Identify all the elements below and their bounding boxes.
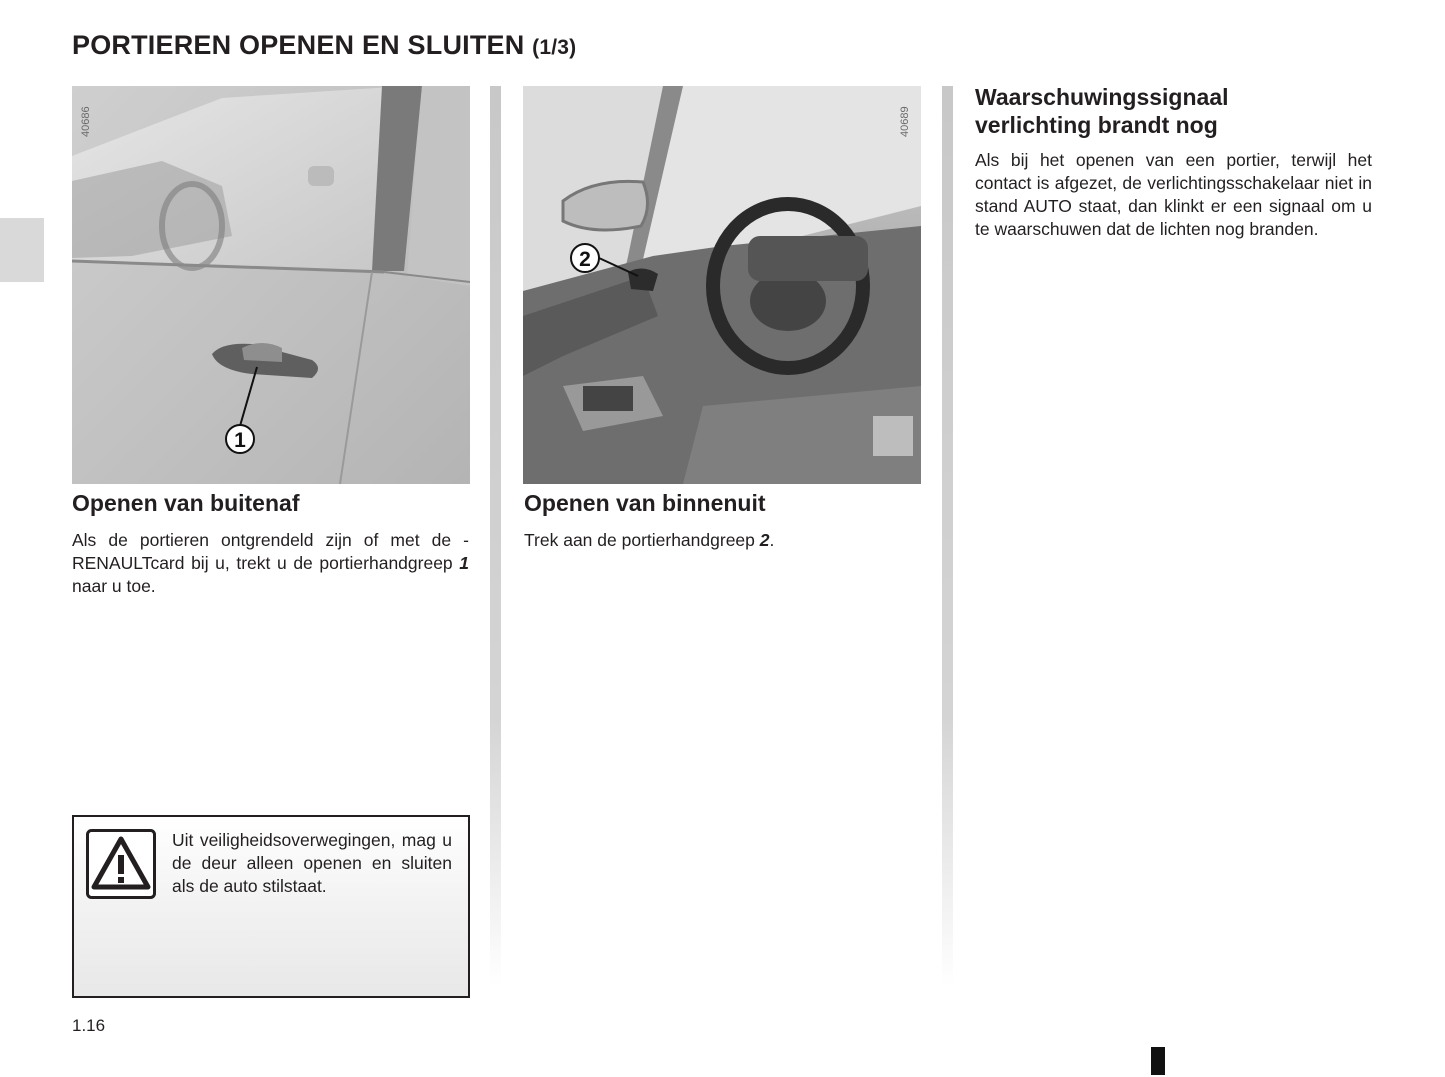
- page-title: [72, 30, 576, 61]
- paragraph-outside-text-b: naar u toe.: [72, 576, 156, 596]
- paragraph-outside: [72, 529, 469, 598]
- heading-warning-signal-line2: verlichting brandt nog: [975, 112, 1218, 138]
- column-divider-left: [490, 86, 501, 986]
- heading-outside: Openen van buitenaf: [72, 490, 300, 516]
- figure-interior-door: [523, 86, 921, 484]
- safety-warning-box: [72, 815, 470, 998]
- page-title-suffix: (1/3): [532, 36, 577, 59]
- paragraph-inside: [524, 529, 921, 552]
- callout-2-label: 2: [579, 248, 591, 271]
- paragraph-warning-signal: Als bij het openen van een portier, terwijl het contact is afgezet, de verlichtingsschakelaar niet in stand AUTO staat, dan klinkt er een signaal om u te waarschuwen dat de lichten nog branden.: [975, 150, 1372, 239]
- page-edge-marker: [1151, 1047, 1165, 1075]
- paragraph-outside-ref: 1: [459, 553, 469, 573]
- paragraph-outside-text-a: Als de portieren ontgrendeld zijn of met de -RENAULTcard bij u, trekt u de portierhandgreep: [72, 530, 469, 573]
- heading-inside: Openen van binnenuit: [524, 490, 766, 516]
- paragraph-inside-text-a: Trek aan de portierhandgreep: [524, 530, 760, 550]
- page-title-text: PORTIEREN OPENEN EN SLUITEN: [72, 30, 525, 60]
- figure1-ref-number: 40686: [80, 106, 92, 137]
- column-divider-right: [942, 86, 953, 986]
- chapter-tab: [0, 218, 44, 282]
- paragraph-inside-text-b: .: [769, 530, 775, 550]
- heading-warning-signal: [975, 83, 1229, 139]
- interior-door-illustration: [523, 86, 921, 484]
- figure-exterior-door: [72, 86, 470, 484]
- page-number: 1.16: [72, 1016, 106, 1035]
- paragraph-inside-ref: 2: [759, 530, 770, 550]
- warning-triangle-icon: [86, 829, 156, 899]
- heading-warning-signal-line1: Waarschuwingssignaal: [975, 84, 1229, 110]
- exterior-door-illustration: [72, 86, 470, 484]
- callout-1-label: 1: [234, 429, 246, 452]
- safety-warning-text: Uit veiligheidsoverwegingen, mag u de deur alleen openen en sluiten als de auto stilstaat.: [172, 830, 452, 896]
- figure2-ref-number: 40689: [899, 106, 911, 137]
